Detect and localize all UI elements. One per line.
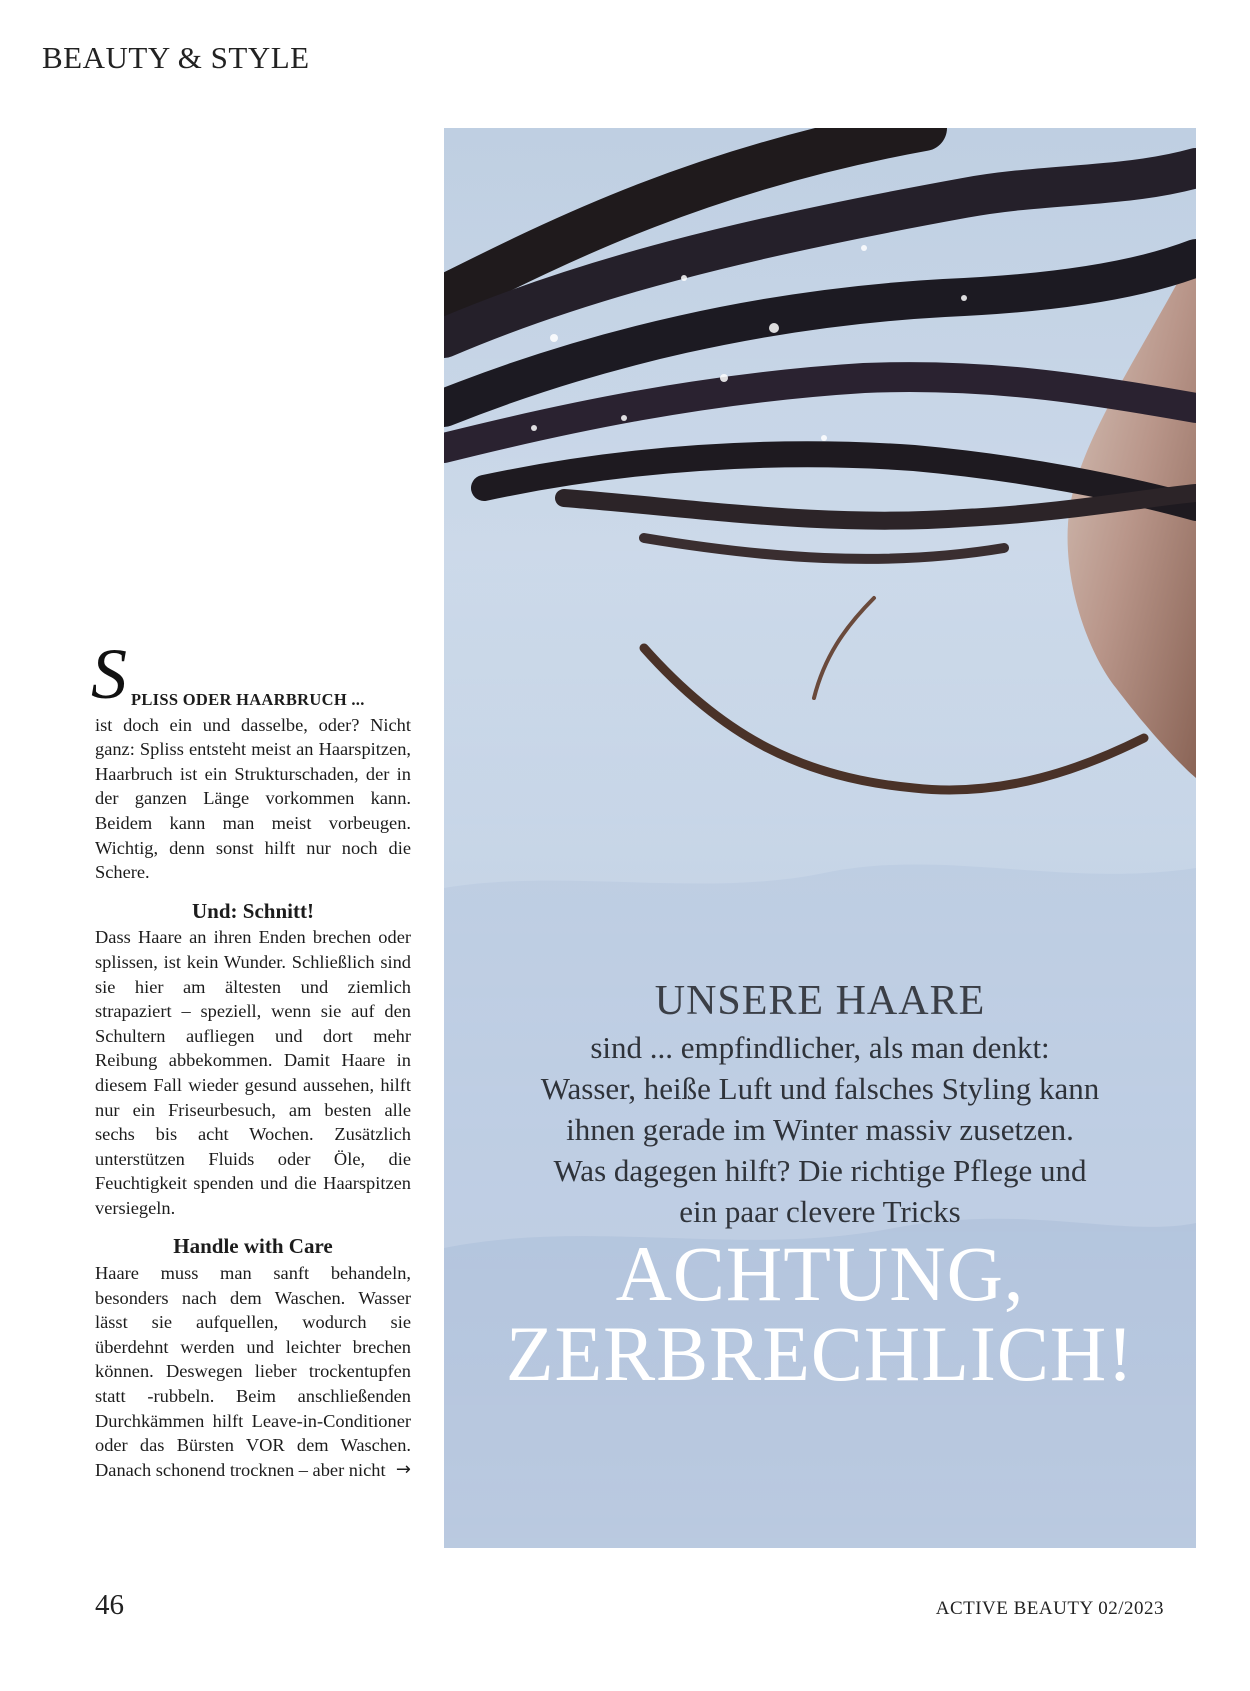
headline-line-1: ACHTUNG, — [615, 1230, 1025, 1317]
lead-caps: PLISS ODER HAARBRUCH ... — [131, 690, 365, 709]
hero-kicker: UNSERE HAARE — [654, 978, 986, 1024]
section-label: BEAUTY & STYLE — [42, 40, 310, 75]
hero-deck: sind ... empfindlicher, als man denkt: Wasser, heiße Luft und falsches Styling kann ihnen gerade im Winter massiv zusetzen. Was dagegen hilft? Die richtige Pflege und ein paar clevere Tricks — [540, 1030, 1100, 1229]
subhead-handle-with-care: Handle with Care — [173, 1234, 333, 1259]
section-text-care — [95, 1261, 411, 1482]
headline-line-2: ZERBRECHLICH! — [505, 1310, 1135, 1397]
continue-arrow-icon: → — [395, 1458, 411, 1480]
hero-text-block — [444, 975, 1196, 1397]
lead-text: ist doch ein und dasselbe, oder? Nicht ganz: Spliss entsteht meist an Haarspitzen, Haarbruch ist ein Strukturschaden, der in der ganzen Länge vorkommen kann. Beidem kann man meist vorbeugen. Wichtig, denn sonst hilft nur noch die Schere. — [95, 714, 411, 883]
article-column — [91, 634, 411, 1482]
publication-footer: ACTIVE BEAUTY 02/2023 — [935, 1598, 1164, 1619]
headline — [444, 1230, 1196, 1397]
lead-paragraph — [91, 634, 411, 885]
subhead-schnitt: Und: Schnitt! — [192, 898, 314, 923]
drop-cap: S — [91, 634, 127, 714]
section-text-schnitt: Dass Haare an ihren Enden brechen oder splissen, ist kein Wunder. Schließlich sind sie hier am ältesten und ziemlich strapaziert – speziell, wenn sie auf den Schultern aufliegen und dort mehr Reibung abbekommen. Damit Haare in diesem Fall wieder gesund aussehen, hilft nur ein Friseurbesuch, am besten alle sechs bis acht Wochen. Zusätzlich unterstützen Fluids oder Öle, die Feuchtigkeit spenden und die Haarspitzen versiegeln. — [95, 927, 411, 1218]
page-number: 46 — [95, 1589, 124, 1621]
section-text-care-body: Haare muss man sanft behandeln, besonders nach dem Waschen. Wasser lässt sie aufquellen, wodurch sie überdehnt werden und leichter brechen können. Deswegen lieber trockentupfen statt -rubbeln. Beim anschließenden Durchkämmen hilft Leave-in-Conditioner oder das Bürsten VOR dem Waschen. Danach schonend trocknen – aber nicht — [95, 1263, 411, 1480]
